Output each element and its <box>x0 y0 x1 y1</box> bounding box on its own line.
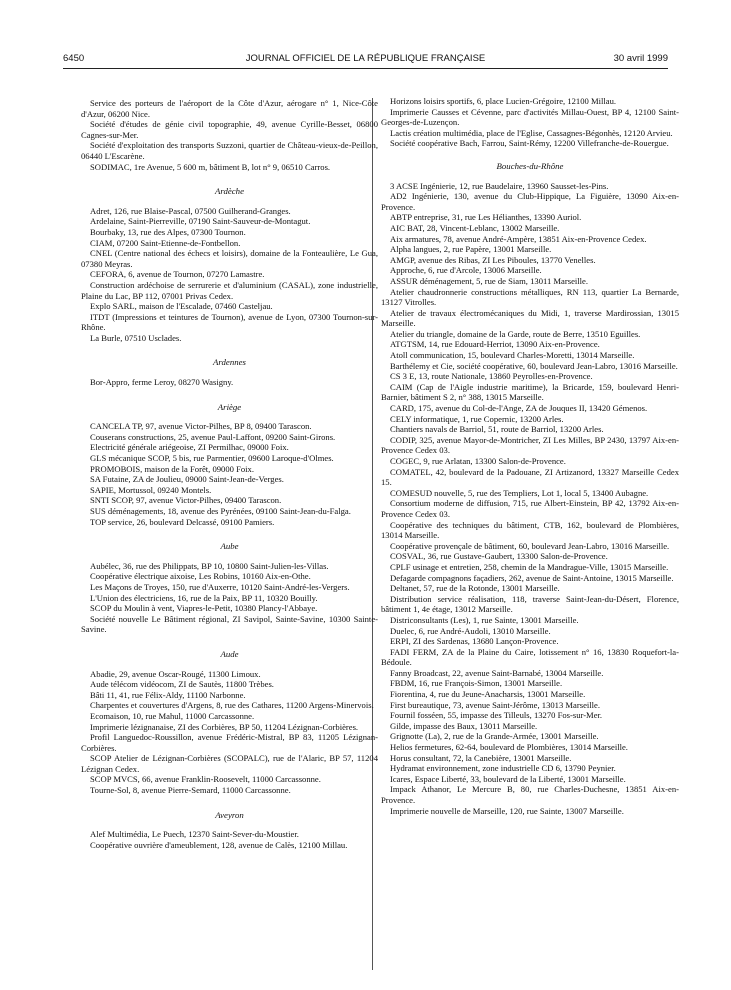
list-item: Approche, 6, rue d'Arcole, 13006 Marseille. <box>390 265 542 276</box>
list-item: COMATEL, 42, boulevard de la Padouane, ZI Artizanord, 13327 Marseille Cedex 15. <box>381 466 679 488</box>
list-item: Imprimerie nouvelle de Marseille, 120, rue Sainte, 13007 Marseille. <box>390 805 624 816</box>
list-item: Couserans constructions, 25, avenue Paul-Laffont, 09200 Saint-Girons. <box>90 431 336 442</box>
list-item: Districonsultants (Les), 1, rue Sainte, 13001 Marseille. <box>390 614 579 625</box>
list-item: Horus consultant, 72, la Canebière, 13001 Marseille. <box>390 752 572 763</box>
list-item: Profil Languedoc-Roussillon, avenue Frédéric-Mistral, BP 83, 11205 Lézignan-Corbières. <box>81 732 378 753</box>
list-item: ATGTSM, 14, rue Edouard-Herriot, 13090 Aix-en-Provence. <box>390 339 600 350</box>
list-item: AIC BAT, 28, Vincent-Leblanc, 13002 Marseille. <box>390 222 560 233</box>
list-item: 3 ACSE Ingénierie, 12, rue Baudelaire, 13960 Sausset-les-Pins. <box>390 180 609 191</box>
list-item: Tourne-Sol, 8, avenue Pierre-Semard, 11000 Carcassonne. <box>90 785 291 796</box>
list-item: Coopérative ouvrière d'ameublement, 128, avenue de Calès, 12100 Millau. <box>90 839 348 850</box>
list-item: Société coopérative Bach, Farrou, Saint-Rémy, 12200 Villefranche-de-Rouergue. <box>390 138 669 149</box>
list-item: SAPIE, Mortussol, 09240 Montels. <box>90 484 212 495</box>
list-item: Service des porteurs de l'aéroport de la Côte d'Azur, aérogare n° 1, Nice-Côte d'Azur, 06200 Nice. <box>81 98 378 119</box>
list-item: ITDT (Impressions et teintures de Tournon), avenue de Lyon, 07300 Tournon-sur-Rhône. <box>81 311 378 333</box>
list-item: Duelec, 6, rue André-Audoli, 13010 Marseille. <box>390 625 551 636</box>
list-item: Electricité générale ariégeoise, ZI Permilhac, 09000 Foix. <box>90 442 289 453</box>
list-item: Coopérative provençale de bâtiment, 60, boulevard Jean-Labro, 13016 Marseille. <box>390 540 670 551</box>
list-item: Ecomaison, 10, rue Mahul, 11000 Carcassonne. <box>90 710 255 721</box>
list-item: SUS déménagements, 18, avenue des Pyrénées, 09100 Saint-Jean-du-Falga. <box>90 506 351 516</box>
list-item: Imprimerie lézignanaise, ZI des Corbières, BP 50, 11204 Lézignan-Corbières. <box>90 721 359 732</box>
list-item: Consortium moderne de diffusion, 715, rue Albert-Einstein, BP 42, 13792 Aix-en-Provence Cedex 03. <box>381 498 679 519</box>
list-item: Fournil fosséen, 55, impasse des Tilleuls, 13270 Fos-sur-Mer. <box>390 710 603 721</box>
list-item: Construction ardéchoise de serrurerie et d'aluminium (CASAL), zone industrielle, Plaine du Lac, BP 112, 07001 Privas Cedex. <box>81 279 378 301</box>
list-item: CEFORA, 6, avenue de Tournon, 07270 Lamastre. <box>90 269 265 280</box>
page-number: 6450 <box>63 53 85 64</box>
list-item: Lactis création multimédia, place de l'Eglise, Cassagnes-Bégonhès, 12120 Arvieu. <box>390 127 673 138</box>
list-item: CANCELA TP, 97, avenue Victor-Pilhes, BP 8, 09400 Tarascon. <box>90 421 312 432</box>
issue-date: 30 avril 1999 <box>613 53 668 64</box>
list-item: Imprimerie Causses et Cévenne, parc d'activités Millau-Ouest, BP 4, 12100 Saint-Georges-de-Luzençon. <box>381 106 679 128</box>
list-item: CAIM (Cap de l'Aigle industrie maritime), la Bricarde, 159, boulevard Henri-Barnier, bâtiment S 2, n° 388, 13015 Marseille. <box>381 381 679 403</box>
section-heading: Ariège <box>217 401 242 412</box>
list-item: CNEL (Centre national des échecs et loisirs), domaine de la Fonteaulière, Le Gua, 07380 Meyras. <box>81 248 378 269</box>
list-item: Abadie, 29, avenue Oscar-Rougé, 11300 Limoux. <box>90 668 261 679</box>
list-item: SODIMAC, 1re Avenue, 5 600 m, bâtiment B, lot n° 9, 06510 Carros. <box>90 161 331 172</box>
list-item: La Burle, 07510 Usclades. <box>90 332 182 343</box>
section-heading: Aude <box>220 648 239 659</box>
list-item: COGEC, 9, rue Arlatan, 13300 Salon-de-Provence. <box>390 456 566 466</box>
list-item: CODIP, 325, avenue Mayor-de-Montricher, ZI Les Milles, BP 2430, 13797 Aix-en-Provence Cedex 03. <box>381 434 679 456</box>
list-item: Fiorentina, 4, rue du Jeune-Anacharsis, 13001 Marseille. <box>390 689 586 700</box>
list-item: Aude télécom vidéocom, ZI de Sautès, 11800 Trèbes. <box>90 679 274 690</box>
section-heading: Aveyron <box>215 809 244 820</box>
list-item: Charpentes et couvertures d'Argens, 8, rue des Cathares, 11200 Argens-Minervois. <box>90 700 374 711</box>
list-item: SNTI SCOP, 97, avenue Victor-Pilhes, 09400 Tarascon. <box>90 495 282 506</box>
list-item: PROMOBOIS, maison de la Forêt, 09000 Foix. <box>90 463 255 474</box>
list-item: Ardelaine, Saint-Pierreville, 07190 Saint-Sauveur-de-Montagut. <box>90 216 311 227</box>
list-item: Chantiers navals de Barriol, 51, route de Barriol, 13200 Arles. <box>390 424 604 435</box>
header-rule <box>63 68 668 69</box>
list-item: Atelier chaudronnerie constructions métalliques, RN 113, quartier La Bernarde, 13127 Vitrolles. <box>381 286 679 308</box>
list-item: Grignotte (La), 2, rue de la Grande-Armée, 13001 Marseille. <box>390 731 599 742</box>
list-item: Explo SARL, maison de l'Escalade, 07460 Casteljau. <box>90 301 273 312</box>
list-item: Société d'études de génie civil topographie, 49, avenue Cyrille-Besset, 06800 Cagnes-sur-Mer. <box>81 119 378 140</box>
list-item: Aubélec, 36, rue des Philippats, BP 10, 10800 Saint-Julien-les-Villas. <box>90 560 329 571</box>
list-item: Helios fermetures, 62-64, boulevard de Plombières, 13014 Marseille. <box>390 742 628 753</box>
list-item: Atelier de travaux électromécaniques du Midi, 1, traverse Mardirossian, 13015 Marseille. <box>381 307 679 329</box>
section-heading: Aube <box>220 541 239 552</box>
list-item: Atelier du triangle, domaine de la Garde, route de Berre, 13510 Eguilles. <box>390 328 641 339</box>
journal-title: JOURNAL OFFICIEL DE LA RÉPUBLIQUE FRANÇAISE <box>245 53 486 64</box>
list-item: Fanny Broadcast, 22, avenue Saint-Barnabé, 13004 Marseille. <box>390 667 604 678</box>
list-item: AMGP, avenue des Ribas, ZI Les Piboules, 13770 Venelles. <box>390 254 596 265</box>
list-item: Adret, 126, rue Blaise-Pascal, 07500 Guilherand-Granges. <box>90 205 291 216</box>
list-item: Alpha langues, 2, rue Papère, 13001 Marseille. <box>390 244 552 255</box>
list-item: Bourbaky, 13, rue des Alpes, 07300 Tournon. <box>90 226 246 237</box>
right-column <box>381 96 679 816</box>
list-item: Icares, Espace Liberté, 33, boulevard de la Liberté, 13001 Marseille. <box>390 773 626 784</box>
list-item: FADI FERM, ZA de la Plaine du Caire, lotissement n° 16, 13830 Roquefort-la-Bédoule. <box>381 646 679 668</box>
list-item: Hydramat environnement, zone industrielle CD 6, 13790 Peynier. <box>390 763 616 774</box>
list-item: Société nouvelle Le Bâtiment régional, ZI Savipol, Sainte-Savine, 10300 Sainte-Savine. <box>81 613 378 635</box>
list-item: SCOP Atelier de Lézignan-Corbières (SCOPALC), rue de l'Alaric, BP 57, 11204 Lézignan Cedex. <box>81 753 378 774</box>
list-item: Coopérative électrique aixoise, Les Robins, 10160 Aix-en-Othe. <box>90 571 311 582</box>
list-item: Horizons loisirs sportifs, 6, place Lucien-Grégoire, 12100 Millau. <box>390 96 617 106</box>
section-heading: Ardèche <box>215 186 244 197</box>
list-item: CS 3 E, 13, route Nationale, 13860 Peyrolles-en-Provence. <box>390 371 593 382</box>
list-item: Coopérative des techniques du bâtiment, CTB, 162, boulevard de Plombières, 13014 Marseille. <box>381 519 679 541</box>
list-item: SCOP du Moulin à vent, Viapres-le-Petit, 10380 Plancy-l'Abbaye. <box>90 603 318 614</box>
list-item: L'Union des électriciens, 16, rue de la Paix, BP 11, 10320 Bouilly. <box>90 592 318 603</box>
list-item: SCOP MVCS, 66, avenue Franklin-Roosevelt, 11000 Carcassonne. <box>90 774 321 785</box>
list-item: Alef Multimédia, Le Puech, 12370 Saint-Sever-du-Moustier. <box>90 829 299 840</box>
list-item: GLS mécanique SCOP, 5 bis, rue Parmentier, 09600 Laroque-d'Olmes. <box>90 453 334 464</box>
list-item: CPLF usinage et entretien, 258, chemin de la Mandrague-Ville, 13015 Marseille. <box>390 561 669 572</box>
list-item: Bâti 11, 41, rue Félix-Aldy, 11100 Narbonne. <box>90 689 246 700</box>
list-item: AD2 Ingénierie, 130, avenue du Club-Hippique, La Figuière, 13090 Aix-en-Provence. <box>381 191 679 212</box>
section-heading: Bouches-du-Rhône <box>496 160 564 171</box>
section-heading: Ardennes <box>213 357 246 368</box>
list-item: Impack Athanor, Le Mercure B, 80, rue Charles-Duchesne, 13851 Aix-en-Provence. <box>381 784 679 805</box>
list-item: Barthélemy et Cie, société coopérative, 60, boulevard Jean-Labro, 13016 Marseille. <box>390 360 678 371</box>
list-item: First bureautique, 73, avenue Saint-Jérôme, 13013 Marseille. <box>390 699 601 710</box>
list-item: Defagarde compagnons façadiers, 262, avenue de Saint-Antoine, 13015 Marseille. <box>390 572 674 583</box>
list-item: CELY informatique, 1, rue Copernic, 13200 Arles. <box>390 413 564 424</box>
list-item: Société d'exploitation des transports Suzzoni, quartier de Château-vieux-de-Peillon, 06440 L'Escarène. <box>81 140 378 161</box>
list-item: SA Futaine, ZA de Joulieu, 09000 Saint-Jean-de-Verges. <box>90 474 284 485</box>
list-item: Les Maçons de Troyes, 150, rue d'Auxerre, 10120 Saint-André-les-Vergers. <box>90 581 350 592</box>
list-item: TOP service, 26, boulevard Delcassé, 09100 Pamiers. <box>90 516 275 527</box>
list-item: FBDM, 16, rue François-Simon, 13001 Marseille. <box>390 678 563 689</box>
list-item: CARD, 175, avenue du Col-de-l'Ange, ZA de Jouques II, 13420 Gémenos. <box>390 403 648 414</box>
list-item: COSVAL, 36, rue Gustave-Gaubert, 13300 Salon-de-Provence. <box>390 551 608 562</box>
list-item: ASSUR déménagement, 5, rue de Siam, 13011 Marseille. <box>390 275 589 286</box>
page-header <box>63 51 668 67</box>
list-item: Gilde, impasse des Baux, 13011 Marseille. <box>390 720 538 731</box>
list-item: CIAM, 07200 Saint-Etienne-de-Fontbellon. <box>90 237 241 248</box>
list-item: Bor-Appro, ferme Leroy, 08270 Wasigny. <box>90 377 234 388</box>
list-item: ERPI, ZI des Sardenas, 13680 Lançon-Provence. <box>390 636 559 647</box>
list-item: Atoll communication, 15, boulevard Charles-Moretti, 13014 Marseille. <box>390 350 635 361</box>
list-item: Deltanet, 57, rue de la Rotonde, 13001 Marseille. <box>390 583 560 594</box>
list-item: Aix armatures, 78, avenue André-Ampère, 13851 Aix-en-Provence Cedex. <box>390 233 647 244</box>
list-item: COMESUD nouvelle, 5, rue des Templiers, Lot 1, local 5, 13400 Aubagne. <box>390 487 649 498</box>
list-item: Distribution service réalisation, 118, traverse Saint-Jean-du-Désert, Florence, bâtiment 1, 4e étage, 13012 Marseille. <box>381 593 679 615</box>
list-item: ABTP entreprise, 31, rue Les Hélianthes, 13390 Auriol. <box>390 212 582 223</box>
left-column <box>81 98 378 850</box>
